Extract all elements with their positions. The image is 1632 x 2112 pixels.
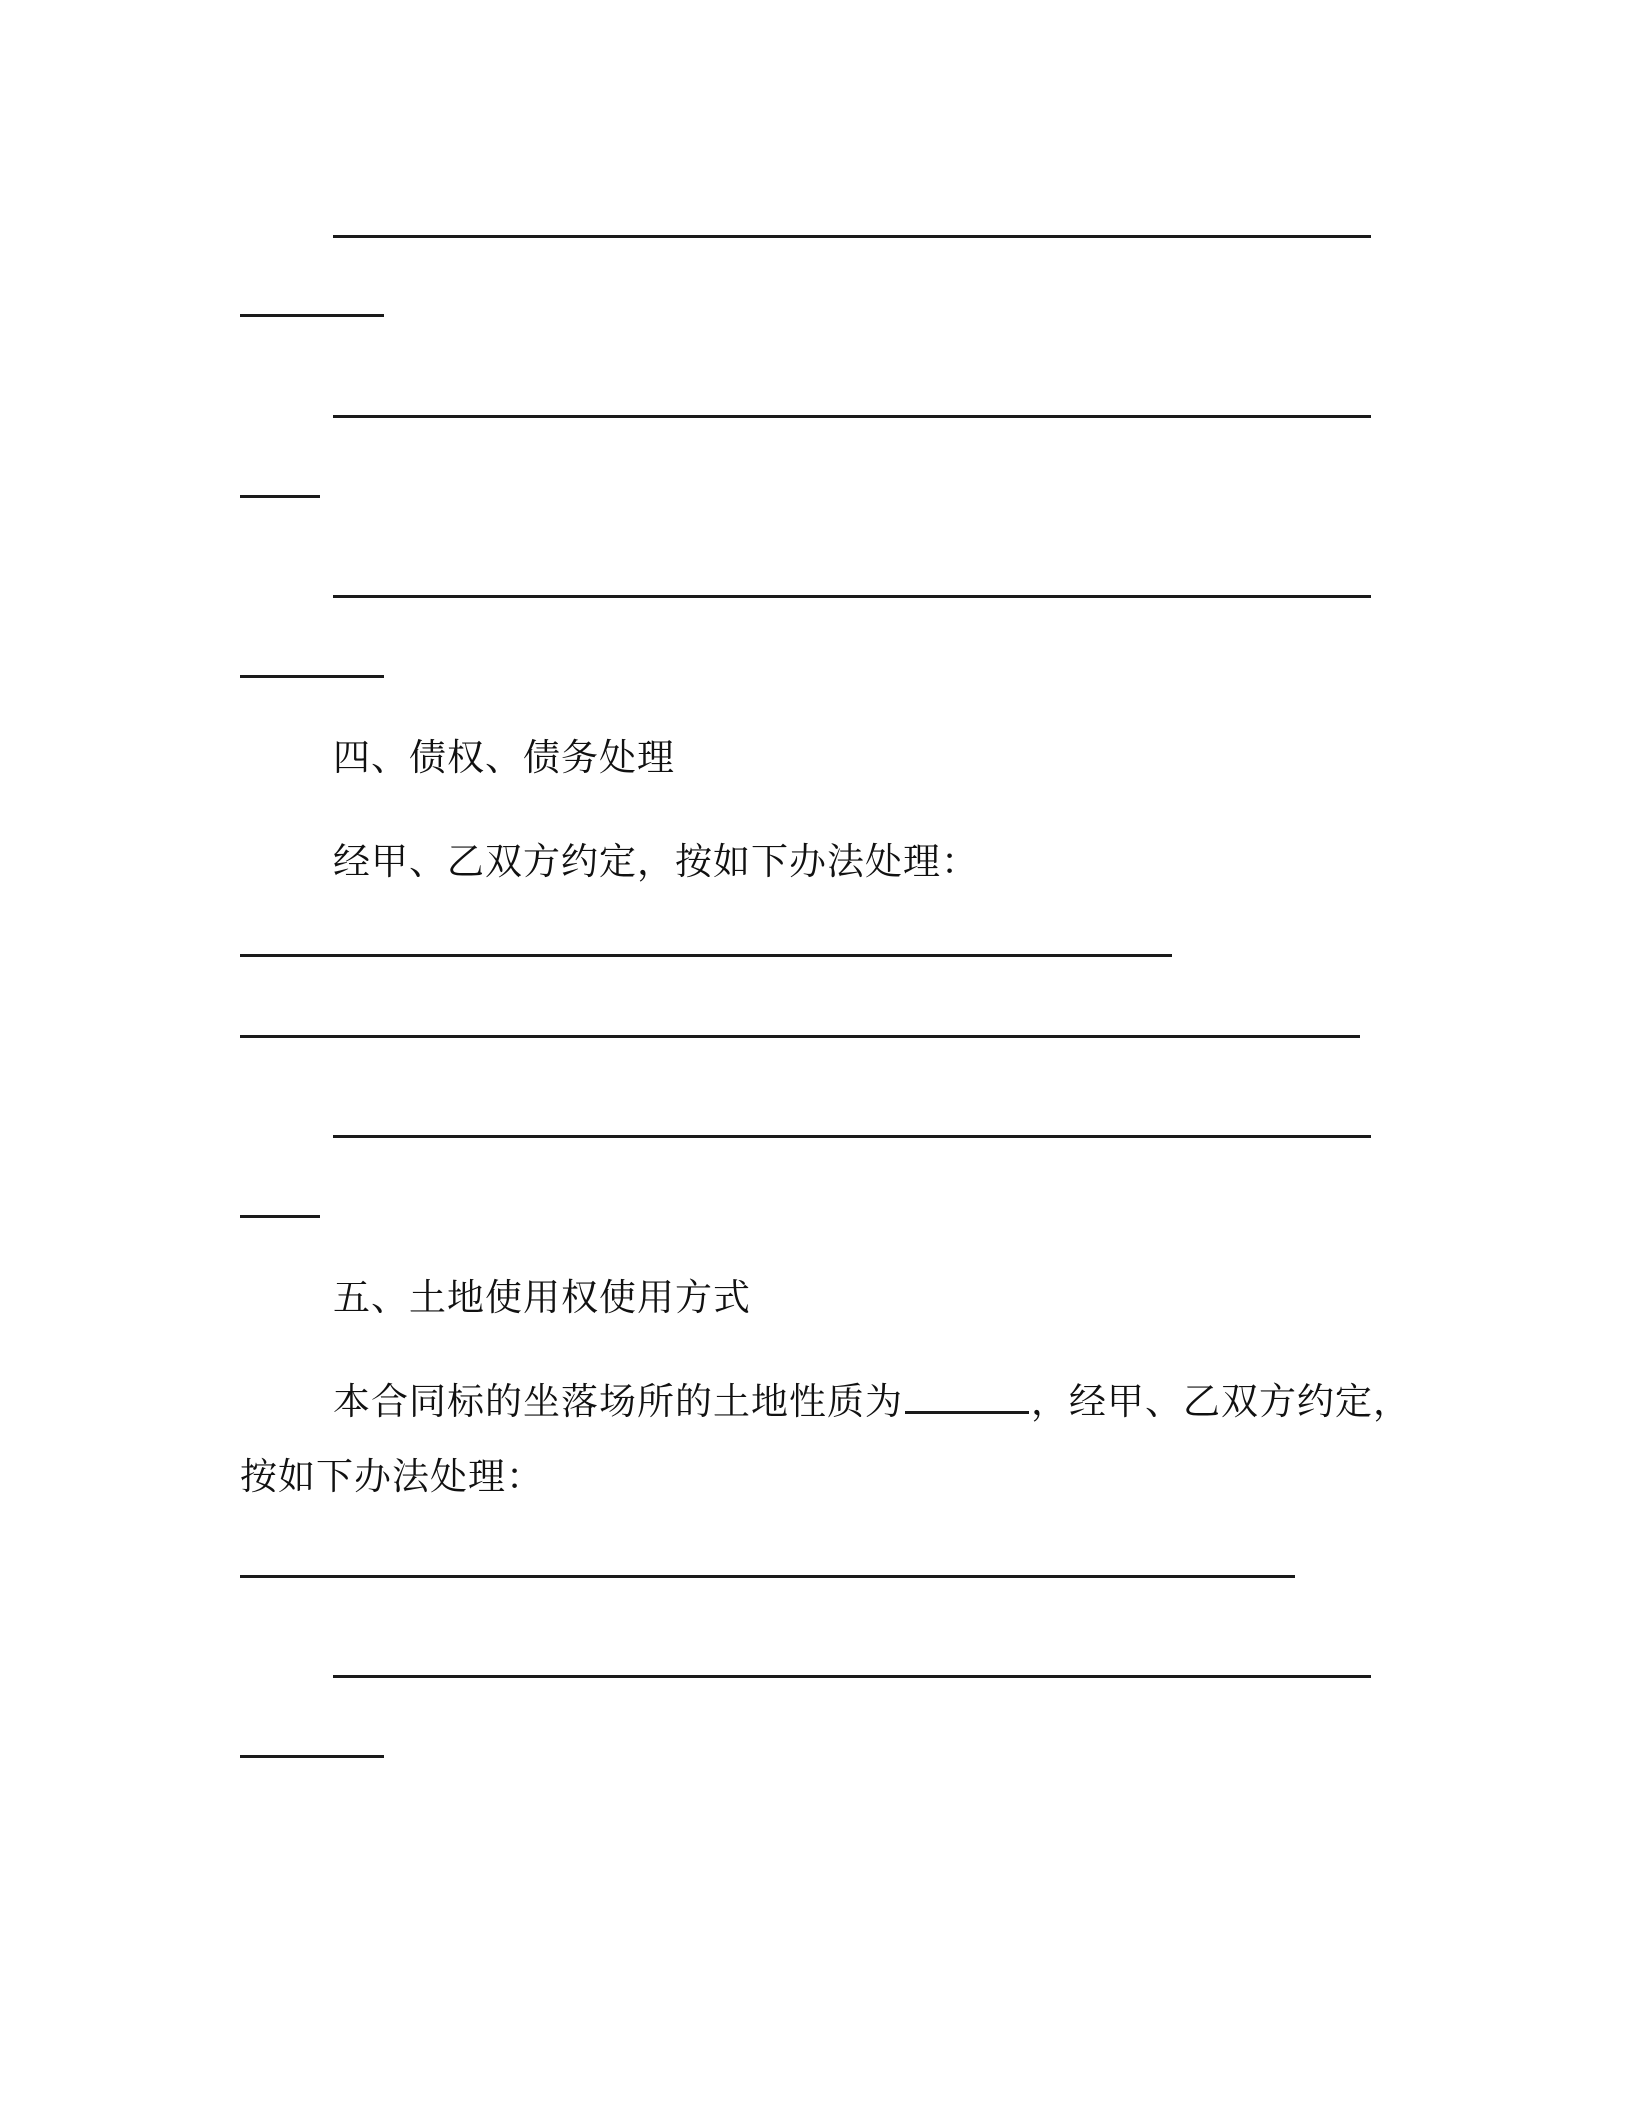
section-four-text: 经甲、乙双方约定，按如下办法处理： — [333, 840, 979, 883]
fill-blank-line[interactable] — [333, 595, 1371, 598]
fill-blank-line[interactable] — [333, 415, 1371, 418]
fill-blank-line[interactable] — [240, 314, 384, 317]
section-five-text-part2: ，经甲、乙双方约定， — [1031, 1380, 1411, 1423]
land-nature-blank[interactable] — [905, 1381, 1029, 1414]
fill-blank-line[interactable] — [240, 675, 384, 678]
section-four-heading: 四、债权、债务处理 — [333, 736, 675, 779]
section-five-paragraph-line1 — [333, 1380, 1411, 1424]
fill-blank-line[interactable] — [333, 235, 1371, 238]
fill-blank-line[interactable] — [240, 1755, 384, 1758]
fill-blank-line[interactable] — [240, 954, 1172, 957]
fill-blank-line[interactable] — [333, 1675, 1371, 1678]
section-five-paragraph-line2: 按如下办法处理： — [240, 1455, 544, 1498]
section-five-text-part1: 本合同标的坐落场所的土地性质为 — [333, 1380, 903, 1423]
fill-blank-line[interactable] — [240, 1215, 320, 1218]
fill-blank-line[interactable] — [240, 1575, 1295, 1578]
section-five-heading: 五、土地使用权使用方式 — [333, 1276, 751, 1319]
fill-blank-line[interactable] — [240, 1035, 1360, 1038]
fill-blank-line[interactable] — [240, 495, 320, 498]
fill-blank-line[interactable] — [333, 1135, 1371, 1138]
